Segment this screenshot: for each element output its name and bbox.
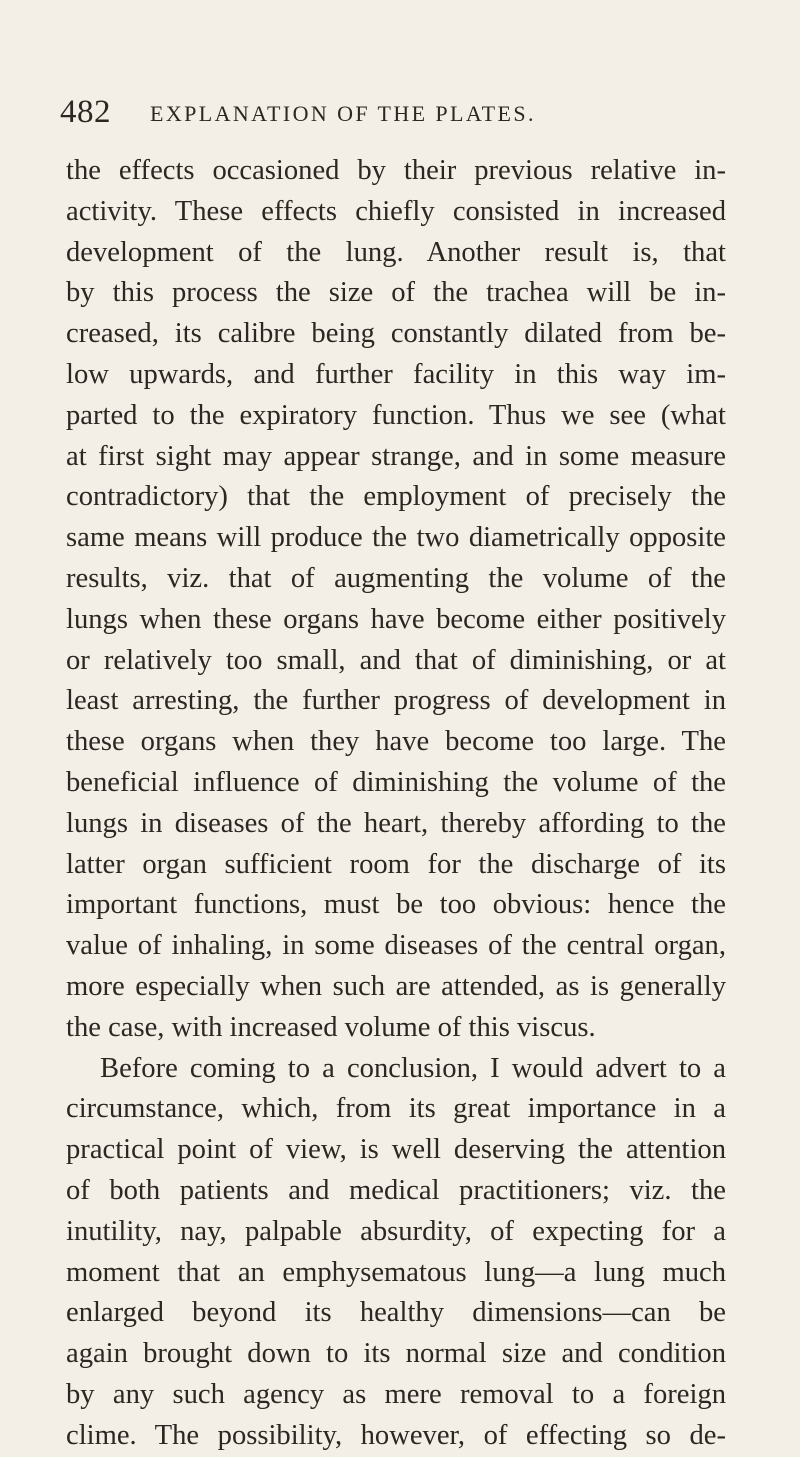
text-line: results, viz. that of augmenting the volume of the (66, 562, 726, 594)
text-line: practical point of view, is well deserving the attention (66, 1134, 726, 1166)
text-line: by this process the size of the trachea will be in- (66, 277, 726, 309)
text-line: same means will produce the two diametrically opposite (66, 522, 726, 554)
text-line: more especially when such are attended, as is generally (66, 970, 726, 1002)
text-line: circumstance, which, from its great importance in a (66, 1093, 726, 1125)
text-line: least arresting, the further progress of development in (66, 685, 726, 717)
text-line: these organs when they have become too large. The (66, 726, 726, 758)
text-line: lungs in diseases of the heart, thereby affording to the (66, 807, 726, 839)
text-line: creased, its calibre being constantly dilated from be- (66, 318, 726, 350)
text-line: low upwards, and further facility in this way im- (66, 358, 726, 390)
text-line: development of the lung. Another result is, that (66, 236, 726, 268)
text-line: the effects occasioned by their previous relative in- (66, 155, 726, 186)
text-line: moment that an emphysematous lung—a lung much (66, 1256, 726, 1288)
text-line: enlarged beyond its healthy dimensions—can be (66, 1297, 726, 1329)
text-line: inutility, nay, palpable absurdity, of expecting for a (66, 1215, 726, 1247)
text-line: at first sight may appear strange, and in some measure (66, 440, 726, 472)
running-head-title: EXPLANATION OF THE PLATES. (150, 101, 536, 126)
running-head (60, 90, 760, 134)
text-line: value of inhaling, in some diseases of the central organ, (66, 930, 726, 962)
text-line: Before coming to a conclusion, I would advert to a (100, 1052, 726, 1084)
text-line: latter organ sufficient room for the discharge of its (66, 848, 726, 880)
text-line: contradictory) that the employment of precisely the (66, 481, 726, 513)
text-line: important functions, must be too obvious: hence the (66, 889, 726, 921)
text-line: or relatively too small, and that of diminishing, or at (66, 644, 726, 676)
text-line: activity. These effects chiefly consisted in increased (66, 195, 726, 227)
text-line: beneficial influence of diminishing the volume of the (66, 766, 726, 798)
text-line: clime. The possibility, however, of effecting so de- (66, 1419, 726, 1451)
page-number: 482 (60, 94, 111, 130)
text-line: of both patients and medical practitioners; viz. the (66, 1174, 726, 1206)
text-line: parted to the expiratory function. Thus we see (what (66, 399, 726, 431)
text-line: by any such agency as mere removal to a foreign (66, 1378, 726, 1410)
text-line: lungs when these organs have become either positively (66, 603, 726, 635)
text-line: again brought down to its normal size and condition (66, 1338, 726, 1370)
text-line: the case, with increased volume of this viscus. (66, 1011, 596, 1043)
body-text (66, 151, 726, 1457)
